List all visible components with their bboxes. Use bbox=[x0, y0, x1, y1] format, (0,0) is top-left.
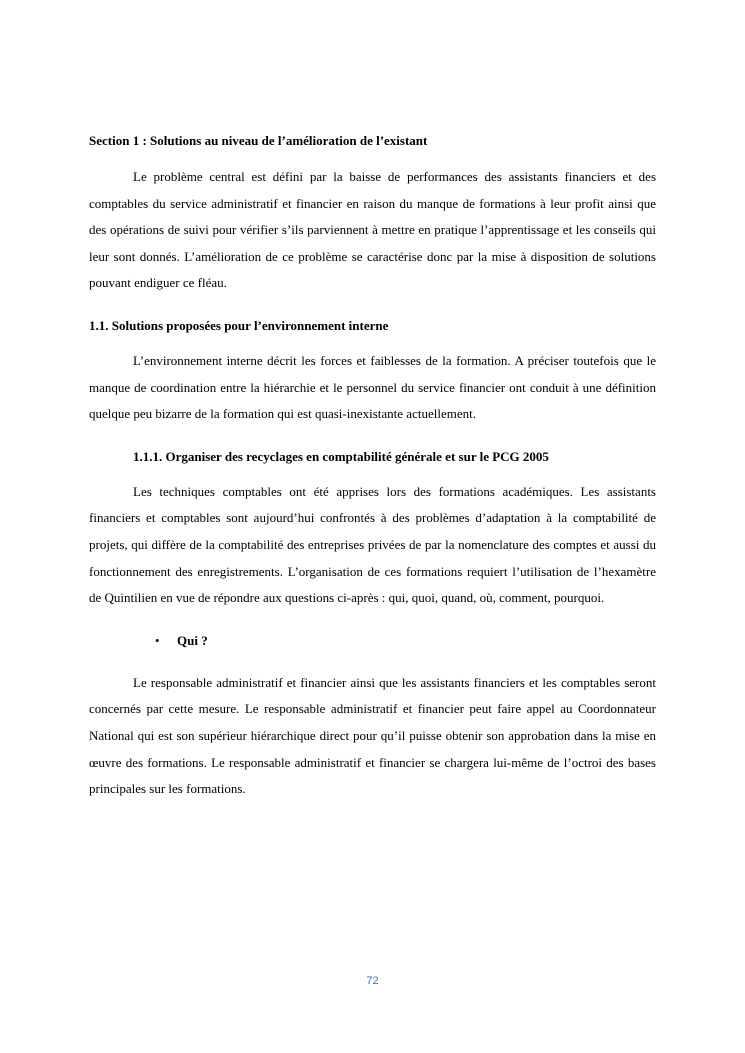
intro-paragraph: Le problème central est défini par la baisse de performances des assistants financiers et des comptables du service administratif et financier en raison du manque de formations à leur profit ainsi que des opérations de suivi pour vérifier s’ils parviennent à mettre en pratique l’apprentissage et les conseils qui leur sont donnés. L’amélioration de ce problème se caractérise donc par la mise à disposition de solutions pouvant endiguer ce fléau. bbox=[89, 169, 656, 291]
subsection-1-1-1-title: 1.1.1. Organiser des recyclages en comptabilité générale et sur le PCG 2005 bbox=[133, 448, 549, 464]
qui-paragraph: Le responsable administratif et financier ainsi que les assistants financiers et les comptables seront concernés par cette mesure. Le responsable administratif et financier peut faire appel au Coordonnateur National qui est son supérieur hiérarchique direct pour qu’il puisse obtenir son approbation dans la mise en œuvre des formations. Le responsable administratif et financier se chargera lui-même de l’octroi des bases principales sur les formations. bbox=[89, 674, 656, 797]
bullet-icon: • bbox=[155, 632, 160, 648]
subsection-1-1-title: 1.1. Solutions proposées pour l’environnement interne bbox=[89, 317, 389, 333]
bullet-item-qui bbox=[89, 628, 656, 654]
subsection-1-1-1-paragraph: Les techniques comptables ont été apprises lors des formations académiques. Les assistants financiers et comptables sont aujourd’hui confrontés à des problèmes d’adaptation à la comptabilité de projets, qui diffère de la comptabilité des entreprises privées de par la nomenclature des comptes et aussi du fonctionnement des enregistrements. L’organisation de ces formations requiert l’utilisation de l’hexamètre de Quintilien en vue de répondre aux questions ci-après : qui, quoi, quand, où, comment, pourquoi. bbox=[89, 483, 656, 606]
subsection-1-1-paragraph: L’environnement interne décrit les forces et faiblesses de la formation. A préciser toutefois que le manque de coordination entre la hiérarchie et le personnel du service financier ont conduit à une définition quelque peu bizarre de la formation qui est quasi-inexistante actuellement. bbox=[89, 352, 656, 422]
section-title: Section 1 : Solutions au niveau de l’amélioration de l’existant bbox=[89, 133, 428, 148]
page-number: 72 bbox=[366, 975, 379, 987]
document-page bbox=[89, 128, 656, 803]
bullet-label: Qui ? bbox=[177, 632, 208, 648]
